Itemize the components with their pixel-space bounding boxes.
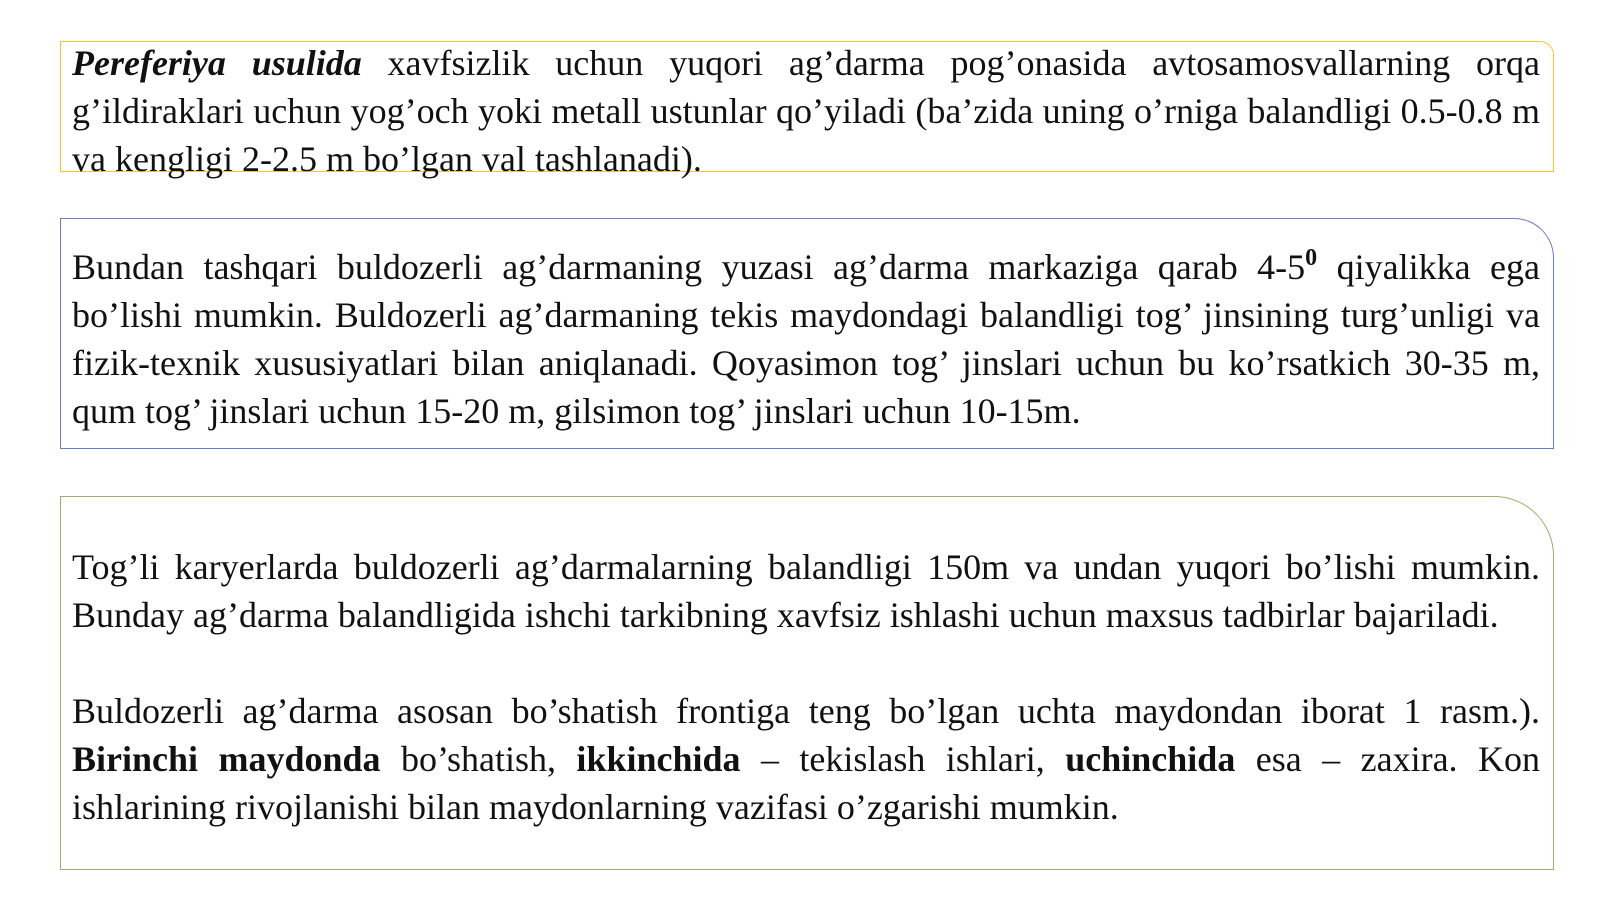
paragraph-text-part3: – tekislash ishlari, [740,739,1066,779]
paragraph-text-part2: bo’shatish, [380,739,577,779]
bold-term-third-area: uchinchida [1065,739,1236,779]
lead-term: Pereferiya usulida [72,43,362,83]
bold-term-second-area: ikkinchida [576,739,741,779]
paragraph-text-part1: Buldozerli ag’darma asosan bo’shatish frontiga teng bo’lgan uchta maydondan iborat 1 rasm.). [72,691,1540,731]
paragraph-text: Tog’li karyerlarda buldozerli ag’darmalarning balandligi 150m va undan yuqori bo’lishi mumkin. Bunday ag’darma balandligida ishchi tarkibning xavfsiz ishlashi uchun maxsus tadbirlar bajariladi. [72,547,1540,635]
paragraph-text-start: Bundan tashqari buldozerli ag’darmaning yuzasi ag’darma markaziga qarab 4-5 [72,247,1306,287]
paragraph-dump-height [72,543,1540,639]
paragraph-dump-surface-slope [72,243,1540,435]
paragraph-text: xavfsizlik uchun yuqori ag’darma pog’onasida avtosamosvallarning orqa g’ildiraklari uchun yog’och yoki metall ustunlar qo’yiladi (ba’zida uning o’rniga balandligi 0.5-0.8 m va kengligi 2-2.5 m bo’lgan val tashlanadi). [72,43,1540,179]
bold-term-first-area: Birinchi maydonda [72,739,381,779]
paragraph-text-part4: esa – zaxira. Kon ishlarining rivojlanishi bilan maydonlarning vazifasi o’zgarishi mumkin. [72,739,1540,827]
paragraph-text-rest: qiyalikka ega bo’lishi mumkin. Buldozerli ag’darmaning tekis maydondagi balandligi tog’ jinsining turg’unligi va fizik-texnik xususiyatlari bilan aniqlanadi. Qoyasimon tog’ jinslari uchun bu ko’rsatkich 30-35 m, qum tog’ jinslari uchun 15-20 m, gilsimon tog’ jinslari uchun 10-15m. [72,247,1540,431]
paragraph-dump-areas [72,687,1540,831]
paragraph-periphery-method [72,39,1540,183]
degree-superscript: 0 [1305,245,1318,271]
